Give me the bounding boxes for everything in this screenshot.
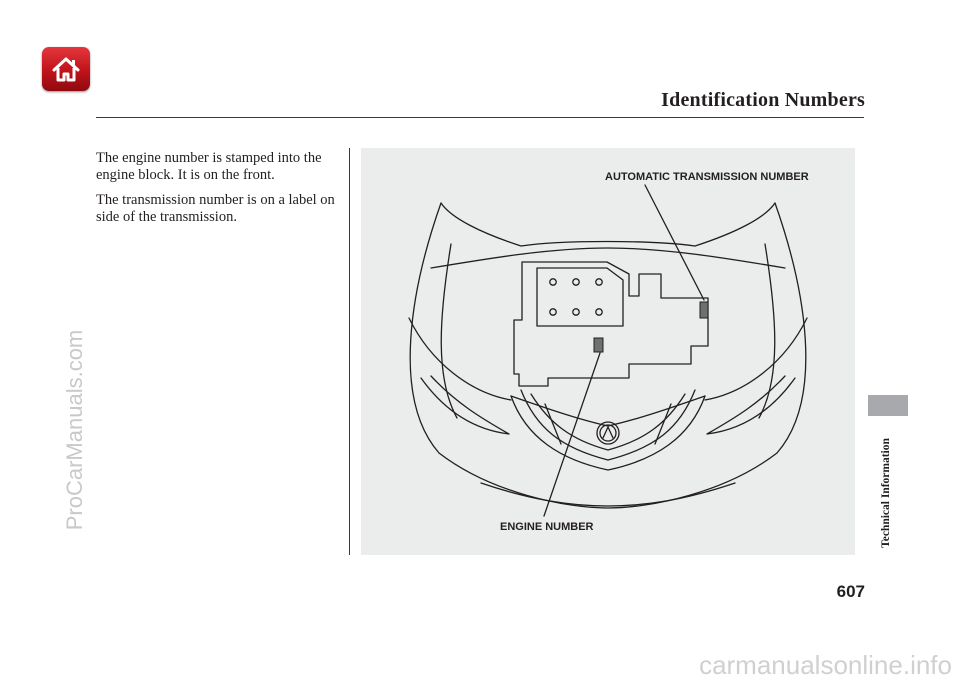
- section-tab-marker: [868, 395, 908, 416]
- watermark-vertical: [60, 240, 90, 620]
- home-icon: [42, 47, 90, 91]
- paragraph-engine-number: The engine number is stamped into the engine block. It is on the front.: [96, 150, 322, 183]
- engine-number-callout: ENGINE NUMBER: [500, 521, 594, 533]
- watermark-bottom: carmanualsonline.info: [699, 650, 952, 680]
- section-label-text: Technical Information: [880, 437, 892, 548]
- body-text: [96, 150, 341, 234]
- page-title: Identification Numbers: [661, 89, 865, 111]
- watermark-vertical-text: ProCarManuals.com: [62, 329, 87, 531]
- title-divider: [96, 117, 864, 118]
- paragraph-transmission-number: The transmission number is on a label on side of the transmission.: [96, 192, 335, 225]
- home-button[interactable]: [42, 47, 90, 91]
- transmission-number-callout: AUTOMATIC TRANSMISSION NUMBER: [605, 171, 809, 183]
- engine-bay-illustration: [361, 148, 855, 555]
- column-divider: [349, 148, 350, 555]
- car-front-drawing: [361, 148, 855, 555]
- page-number: 607: [836, 582, 865, 601]
- section-label: [876, 425, 896, 560]
